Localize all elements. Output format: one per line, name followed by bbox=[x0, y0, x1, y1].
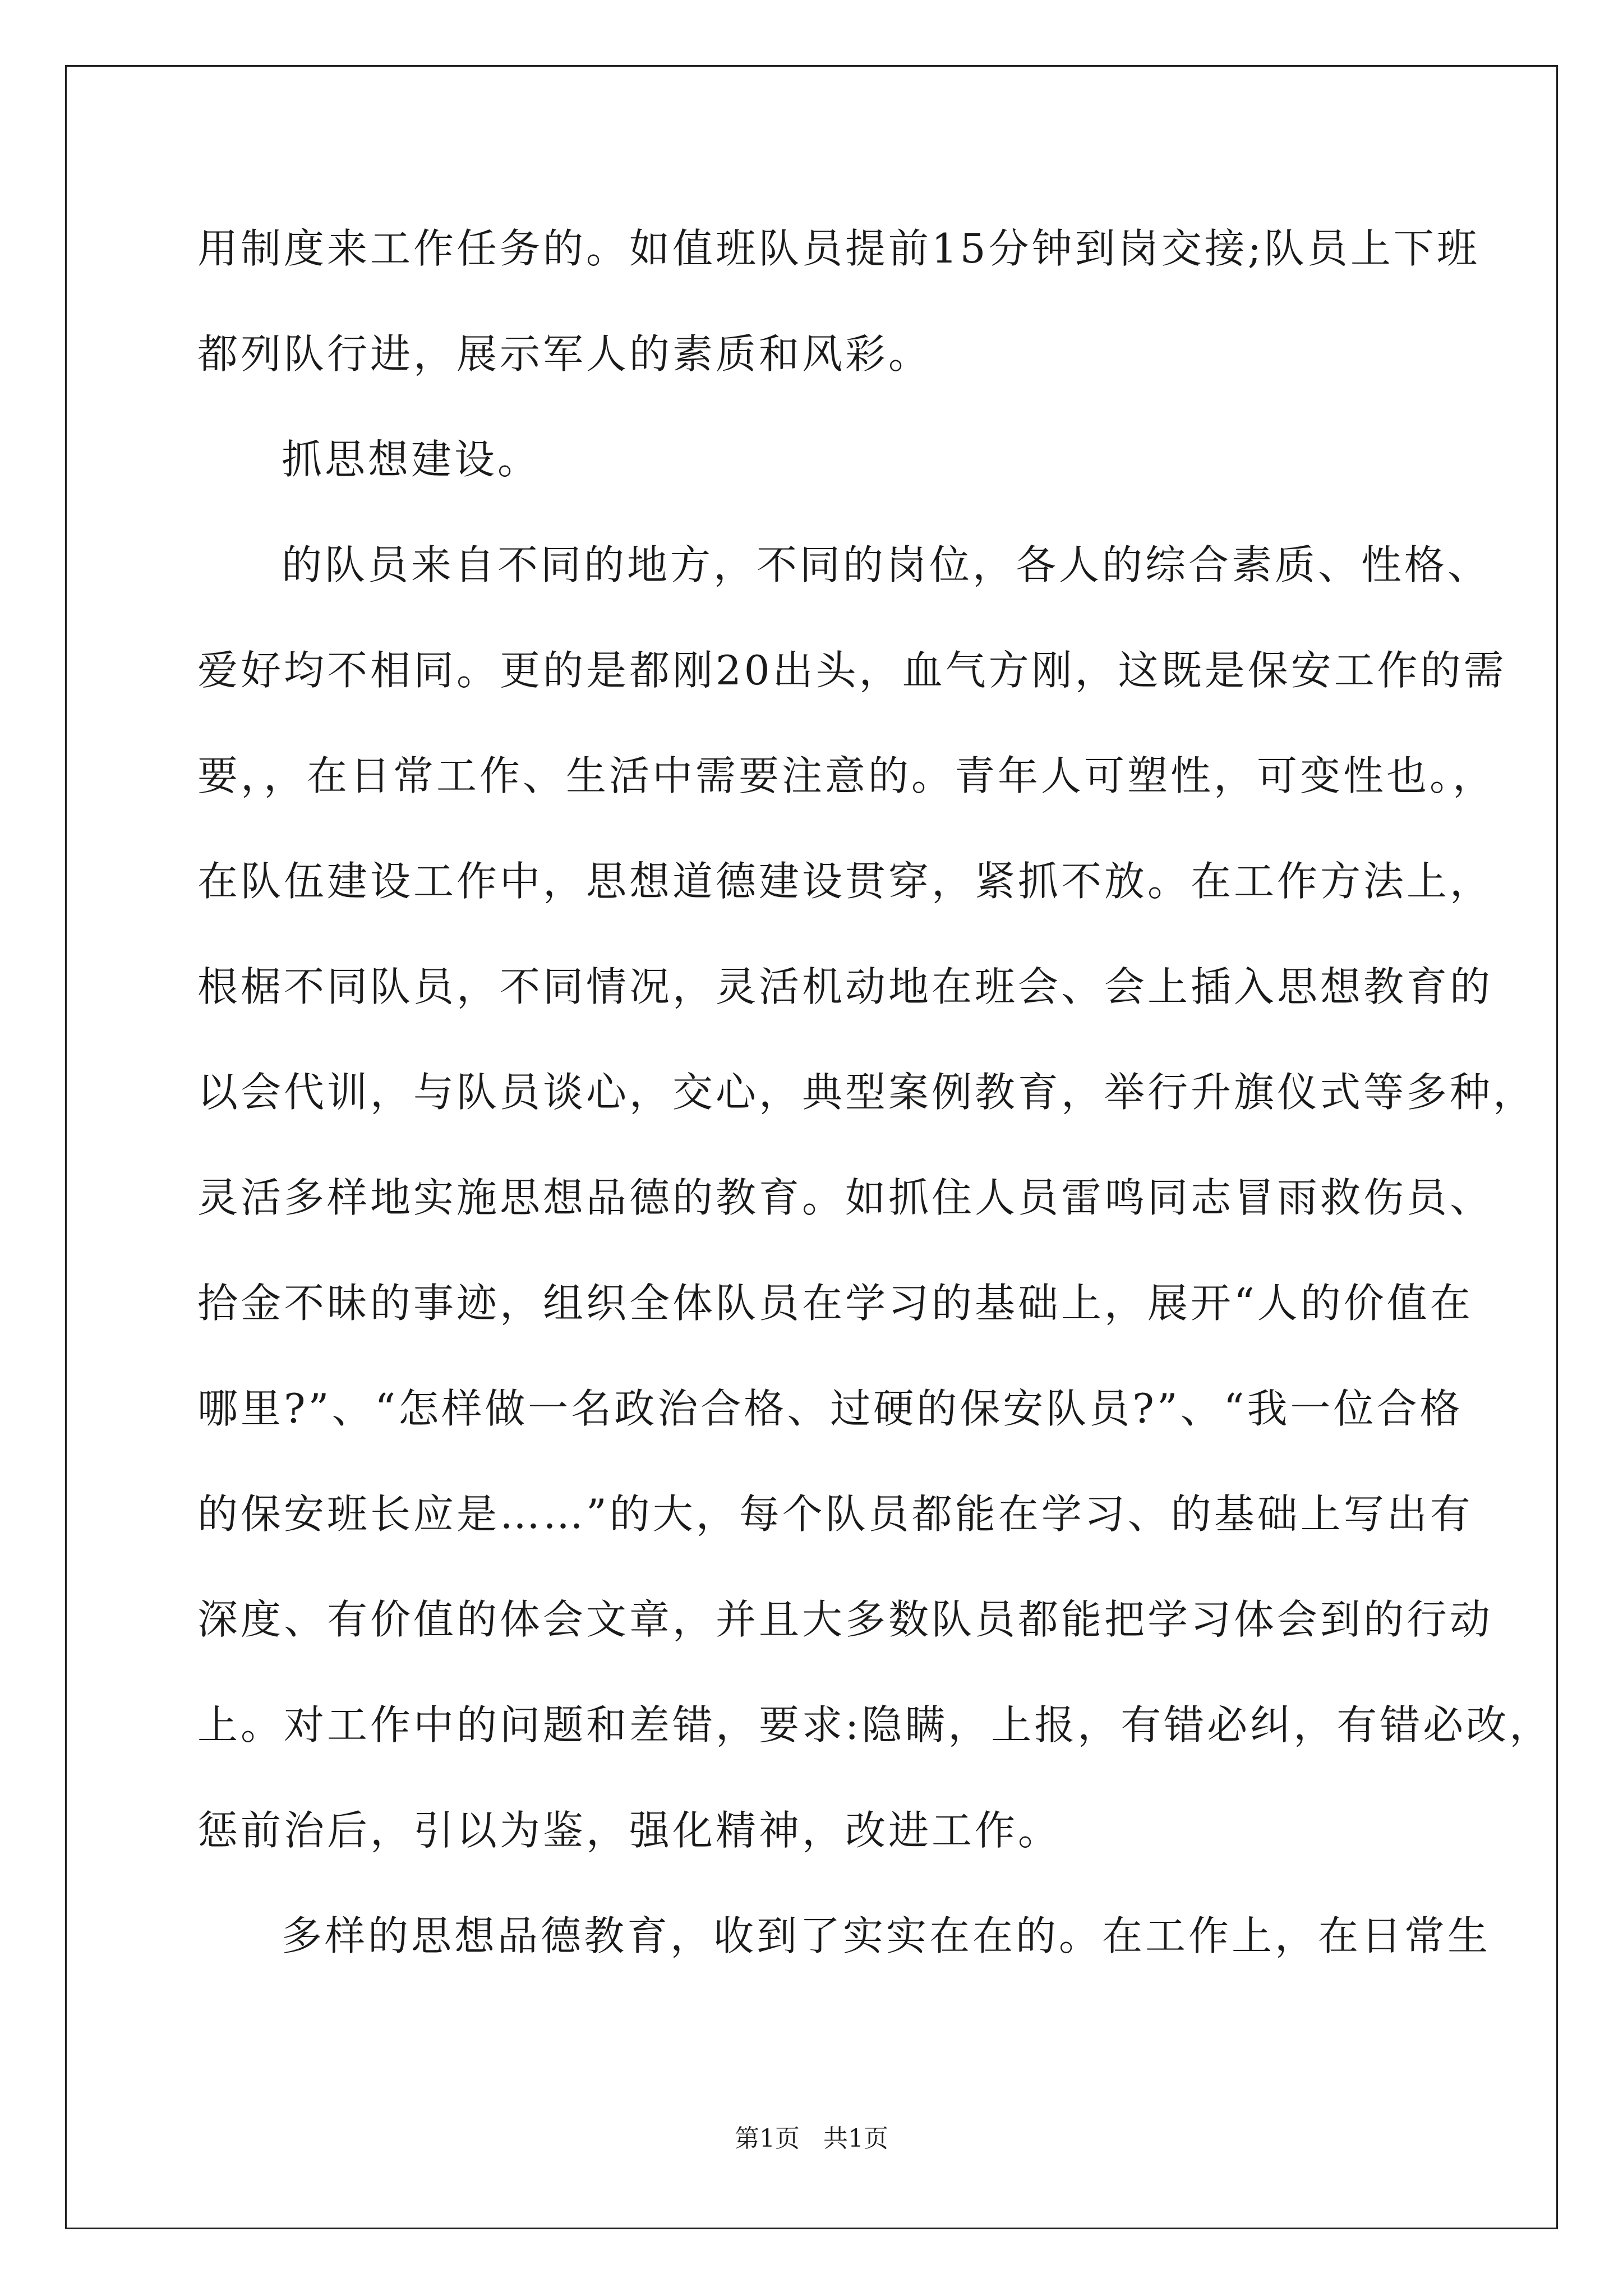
section-heading: 抓思想建设。 bbox=[282, 436, 541, 483]
page-total: 共1页 bbox=[823, 2124, 888, 2153]
text-line: 要，，在日常工作、生活中需要注意的。青年人可塑性，可变性也。， bbox=[197, 752, 1496, 799]
text-line: 拾金不昧的事迹，组织全体队员在学习的基础上，展开“人的价值在 bbox=[197, 1280, 1473, 1327]
text-line: 都列队行进，展示军人的素质和风彩。 bbox=[197, 330, 932, 378]
text-line: 的保安班长应是……”的大，每个队员都能在学习、的基础上写出有 bbox=[197, 1490, 1473, 1538]
text-line: 灵活多样地实施思想品德的教育。如抓住人员雷鸣同志冒雨救伤员、 bbox=[197, 1174, 1493, 1221]
text-line: 根椐不同队员，不同情况，灵活机动地在班会、会上插入思想教育的 bbox=[197, 963, 1493, 1010]
text-line: 惩前治后，引以为鉴，强化精神，改进工作。 bbox=[197, 1807, 1062, 1854]
text-line: 哪里?”、“怎样做一名政治合格、过硬的保安队员?”、“我一位合格 bbox=[197, 1385, 1463, 1432]
text-line: 多样的思想品德教育，收到了实实在在的。在工作上，在日常生 bbox=[282, 1912, 1491, 1959]
text-line: 爱好均不相同。更的是都刚20出头，血气方刚，这既是保安工作的需 bbox=[197, 647, 1507, 694]
text-line: 以会代训，与队员谈心，交心，典型案例教育，举行升旗仪式等多种， bbox=[197, 1069, 1537, 1116]
page-number: 第1页 bbox=[735, 2124, 800, 2153]
text-line: 上。对工作中的问题和差错，要求:隐瞒，上报，有错必纠，有错必改， bbox=[197, 1701, 1553, 1749]
document-body bbox=[197, 218, 1553, 2010]
text-line: 在队伍建设工作中，思想道德建设贯穿，紧抓不放。在工作方法上， bbox=[197, 858, 1493, 905]
text-line: 深度、有价值的体会文章，并且大多数队员都能把学习体会到的行动 bbox=[197, 1596, 1493, 1643]
text-line: 的队员来自不同的地方，不同的岗位，各人的综合素质、性格、 bbox=[282, 541, 1491, 588]
text-line: 用制度来工作任务的。如值班队员提前15分钟到岗交接;队员上下班 bbox=[197, 225, 1480, 272]
page-footer bbox=[0, 2122, 1623, 2156]
